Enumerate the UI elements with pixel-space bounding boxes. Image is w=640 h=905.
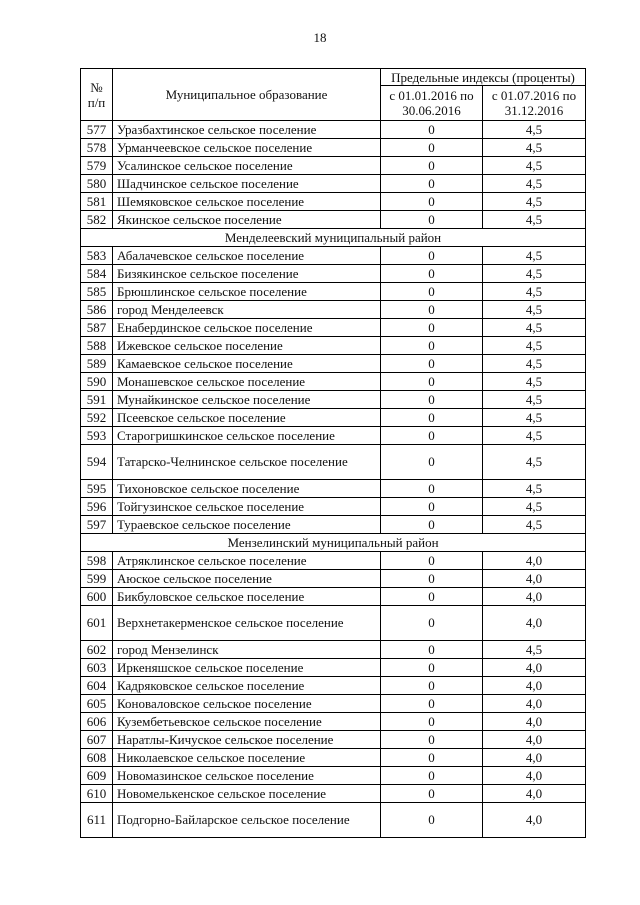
- index-period-1: 0: [381, 641, 483, 659]
- table-row: [81, 157, 586, 175]
- index-period-2: 4,0: [483, 570, 586, 588]
- table-row: [81, 175, 586, 193]
- index-period-2: 4,0: [483, 677, 586, 695]
- table-row: [81, 695, 586, 713]
- table-row: [81, 445, 586, 480]
- table-row: [81, 767, 586, 785]
- index-period-2: 4,5: [483, 139, 586, 157]
- index-period-1: 0: [381, 391, 483, 409]
- header-period-1: с 01.01.2016 по 30.06.2016: [381, 86, 483, 121]
- row-number: 595: [81, 480, 113, 498]
- table-row: [81, 731, 586, 749]
- index-period-2: 4,5: [483, 319, 586, 337]
- table-row: [81, 301, 586, 319]
- table-row: [81, 409, 586, 427]
- municipality-name: Камаевское сельское поселение: [113, 355, 381, 373]
- index-period-1: 0: [381, 445, 483, 480]
- index-period-2: 4,0: [483, 659, 586, 677]
- municipality-name: Уразбахтинское сельское поселение: [113, 121, 381, 139]
- row-number: 579: [81, 157, 113, 175]
- index-period-1: 0: [381, 713, 483, 731]
- municipality-name: Тойгузинское сельское поселение: [113, 498, 381, 516]
- header-num: № п/п: [81, 69, 113, 121]
- row-number: 600: [81, 588, 113, 606]
- index-period-1: 0: [381, 803, 483, 838]
- municipality-name: Бизякинское сельское поселение: [113, 265, 381, 283]
- municipality-name: Тихоновское сельское поселение: [113, 480, 381, 498]
- index-period-2: 4,5: [483, 301, 586, 319]
- municipality-name: Татарско-Челнинское сельское поселение: [113, 445, 381, 480]
- row-number: 609: [81, 767, 113, 785]
- row-number: 597: [81, 516, 113, 534]
- row-number: 605: [81, 695, 113, 713]
- index-period-2: 4,5: [483, 373, 586, 391]
- municipality-name: Кадряковское сельское поселение: [113, 677, 381, 695]
- table-row: [81, 121, 586, 139]
- index-period-1: 0: [381, 695, 483, 713]
- municipality-name: Псеевское сельское поселение: [113, 409, 381, 427]
- municipality-name: Верхнетакерменское сельское поселение: [113, 606, 381, 641]
- table-row: [81, 319, 586, 337]
- row-number: 591: [81, 391, 113, 409]
- municipality-name: Шадчинское сельское поселение: [113, 175, 381, 193]
- municipality-name: Аюское сельское поселение: [113, 570, 381, 588]
- row-number: 581: [81, 193, 113, 211]
- row-number: 584: [81, 265, 113, 283]
- row-number: 607: [81, 731, 113, 749]
- index-period-2: 4,5: [483, 409, 586, 427]
- row-number: 598: [81, 552, 113, 570]
- index-period-1: 0: [381, 157, 483, 175]
- index-period-2: 4,0: [483, 695, 586, 713]
- table-row: [81, 803, 586, 838]
- municipality-name: Кузембетьевское сельское поселение: [113, 713, 381, 731]
- index-period-1: 0: [381, 301, 483, 319]
- district-name: Мензелинский муниципальный район: [81, 534, 586, 552]
- index-period-2: 4,0: [483, 785, 586, 803]
- index-period-2: 4,5: [483, 427, 586, 445]
- municipality-name: Усалинское сельское поселение: [113, 157, 381, 175]
- index-period-2: 4,0: [483, 767, 586, 785]
- index-period-2: 4,0: [483, 803, 586, 838]
- header-period-2: с 01.07.2016 по 31.12.2016: [483, 86, 586, 121]
- row-number: 611: [81, 803, 113, 838]
- table-row: [81, 247, 586, 265]
- table-row: [81, 659, 586, 677]
- municipality-name: Енабердинское сельское поселение: [113, 319, 381, 337]
- index-period-1: 0: [381, 785, 483, 803]
- municipality-name: Мунайкинское сельское поселение: [113, 391, 381, 409]
- index-period-2: 4,5: [483, 337, 586, 355]
- municipality-name: Урманчеевское сельское поселение: [113, 139, 381, 157]
- page-number: 18: [313, 30, 327, 45]
- municipality-name: Новомелькенское сельское поселение: [113, 785, 381, 803]
- table-row: [81, 641, 586, 659]
- index-period-1: 0: [381, 175, 483, 193]
- row-number: 590: [81, 373, 113, 391]
- index-period-2: 4,0: [483, 731, 586, 749]
- table-row: [81, 713, 586, 731]
- row-number: 586: [81, 301, 113, 319]
- index-period-2: 4,5: [483, 516, 586, 534]
- row-number: 603: [81, 659, 113, 677]
- index-period-2: 4,5: [483, 445, 586, 480]
- index-period-2: 4,0: [483, 749, 586, 767]
- table-row: [81, 337, 586, 355]
- municipality-name: Бикбуловское сельское поселение: [113, 588, 381, 606]
- index-period-1: 0: [381, 516, 483, 534]
- row-number: 593: [81, 427, 113, 445]
- index-period-2: 4,5: [483, 157, 586, 175]
- row-number: 596: [81, 498, 113, 516]
- index-period-2: 4,5: [483, 480, 586, 498]
- index-period-1: 0: [381, 319, 483, 337]
- municipality-name: Николаевское сельское поселение: [113, 749, 381, 767]
- row-number: 592: [81, 409, 113, 427]
- table-row: [81, 552, 586, 570]
- index-period-2: 4,5: [483, 193, 586, 211]
- index-period-1: 0: [381, 283, 483, 301]
- header-indices: Предельные индексы (проценты): [381, 69, 586, 86]
- table-row: [81, 606, 586, 641]
- row-number: 610: [81, 785, 113, 803]
- municipality-name: Абалачевское сельское поселение: [113, 247, 381, 265]
- index-period-1: 0: [381, 606, 483, 641]
- municipality-name: Подгорно-Байларское сельское поселение: [113, 803, 381, 838]
- index-period-1: 0: [381, 355, 483, 373]
- table-body: [81, 121, 586, 838]
- row-number: 602: [81, 641, 113, 659]
- municipality-name: Коноваловское сельское поселение: [113, 695, 381, 713]
- row-number: 587: [81, 319, 113, 337]
- district-header-row: [81, 534, 586, 552]
- index-period-1: 0: [381, 409, 483, 427]
- row-number: 594: [81, 445, 113, 480]
- table-row: [81, 498, 586, 516]
- row-number: 604: [81, 677, 113, 695]
- index-period-2: 4,0: [483, 588, 586, 606]
- municipality-name: Якинское сельское поселение: [113, 211, 381, 229]
- row-number: 606: [81, 713, 113, 731]
- table-row: [81, 427, 586, 445]
- municipality-name: Тураевское сельское поселение: [113, 516, 381, 534]
- district-header-row: [81, 229, 586, 247]
- municipality-name: Брюшлинское сельское поселение: [113, 283, 381, 301]
- index-period-2: 4,5: [483, 641, 586, 659]
- index-period-2: 4,5: [483, 247, 586, 265]
- index-period-1: 0: [381, 193, 483, 211]
- table-row: [81, 373, 586, 391]
- index-period-2: 4,5: [483, 175, 586, 193]
- row-number: 599: [81, 570, 113, 588]
- municipality-name: город Менделеевск: [113, 301, 381, 319]
- index-period-1: 0: [381, 247, 483, 265]
- table-row: [81, 355, 586, 373]
- municipality-name: Атряклинское сельское поселение: [113, 552, 381, 570]
- table-row: [81, 588, 586, 606]
- municipality-name: Ижевское сельское поселение: [113, 337, 381, 355]
- municipality-name: Иркеняшское сельское поселение: [113, 659, 381, 677]
- header-name: Муниципальное образование: [113, 69, 381, 121]
- index-period-1: 0: [381, 677, 483, 695]
- index-period-1: 0: [381, 767, 483, 785]
- index-period-2: 4,0: [483, 713, 586, 731]
- index-period-2: 4,5: [483, 355, 586, 373]
- index-period-1: 0: [381, 427, 483, 445]
- index-period-1: 0: [381, 588, 483, 606]
- index-period-2: 4,5: [483, 283, 586, 301]
- table-row: [81, 391, 586, 409]
- table-row: [81, 749, 586, 767]
- table-row: [81, 677, 586, 695]
- index-period-1: 0: [381, 121, 483, 139]
- row-number: 601: [81, 606, 113, 641]
- row-number: 578: [81, 139, 113, 157]
- municipality-name: Старогришкинское сельское поселение: [113, 427, 381, 445]
- municipality-name: Шемяковское сельское поселение: [113, 193, 381, 211]
- index-period-1: 0: [381, 139, 483, 157]
- index-period-2: 4,5: [483, 211, 586, 229]
- municipality-name: Наратлы-Кичуское сельское поселение: [113, 731, 381, 749]
- row-number: 577: [81, 121, 113, 139]
- table-row: [81, 516, 586, 534]
- row-number: 580: [81, 175, 113, 193]
- index-period-1: 0: [381, 749, 483, 767]
- index-period-1: 0: [381, 498, 483, 516]
- index-period-1: 0: [381, 570, 483, 588]
- index-period-1: 0: [381, 552, 483, 570]
- index-period-1: 0: [381, 373, 483, 391]
- table-header: [81, 69, 586, 121]
- table-row: [81, 265, 586, 283]
- index-period-2: 4,5: [483, 121, 586, 139]
- row-number: 583: [81, 247, 113, 265]
- index-period-1: 0: [381, 265, 483, 283]
- table-row: [81, 480, 586, 498]
- index-period-1: 0: [381, 731, 483, 749]
- row-number: 608: [81, 749, 113, 767]
- district-name: Менделеевский муниципальный район: [81, 229, 586, 247]
- index-period-1: 0: [381, 659, 483, 677]
- table-row: [81, 283, 586, 301]
- index-period-1: 0: [381, 480, 483, 498]
- index-period-2: 4,5: [483, 498, 586, 516]
- row-number: 589: [81, 355, 113, 373]
- index-table: [80, 68, 586, 838]
- row-number: 588: [81, 337, 113, 355]
- index-period-2: 4,0: [483, 552, 586, 570]
- row-number: 585: [81, 283, 113, 301]
- municipality-name: Новомазинское сельское поселение: [113, 767, 381, 785]
- index-period-1: 0: [381, 211, 483, 229]
- table-row: [81, 785, 586, 803]
- index-period-1: 0: [381, 337, 483, 355]
- table-row: [81, 139, 586, 157]
- municipality-name: Монашевское сельское поселение: [113, 373, 381, 391]
- index-period-2: 4,0: [483, 606, 586, 641]
- municipality-name: город Мензелинск: [113, 641, 381, 659]
- index-period-2: 4,5: [483, 391, 586, 409]
- table-row: [81, 193, 586, 211]
- table-row: [81, 570, 586, 588]
- table-row: [81, 211, 586, 229]
- row-number: 582: [81, 211, 113, 229]
- index-period-2: 4,5: [483, 265, 586, 283]
